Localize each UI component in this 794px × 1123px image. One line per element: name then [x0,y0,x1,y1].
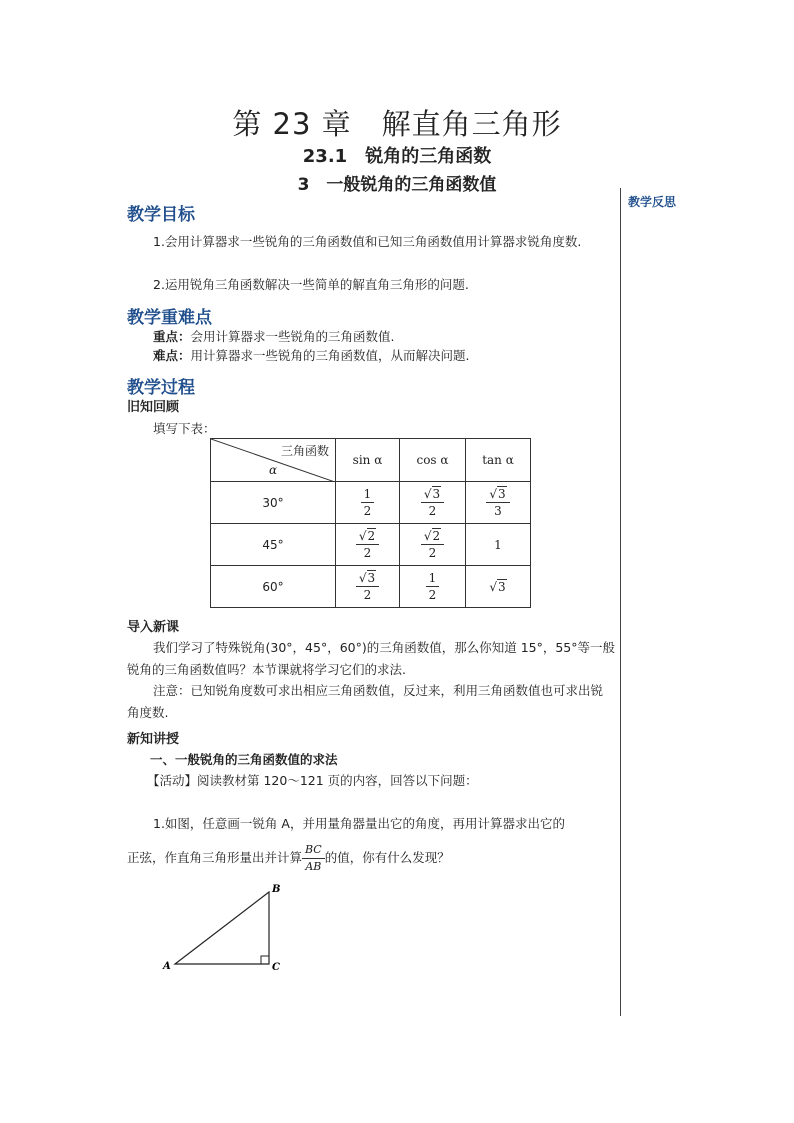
review-heading: 旧知回顾 [127,400,180,415]
angle-cell: 60° [211,566,336,608]
table-corner-cell [211,439,336,482]
lesson-title: 3 一般锐角的三角函数值 [297,175,497,195]
value-cell: $\frac{1}{2}$ [400,566,466,608]
question-1-line-2 [127,842,615,875]
vertex-label-a: A [163,961,171,972]
angle-cell: 30° [211,482,336,524]
angle-cell: 45° [211,524,336,566]
col-header-sin: sin α [336,439,400,482]
corner-bottom-label: α [269,463,278,477]
goals-heading: 教学目标 [127,205,195,225]
bc-ab-fraction: $\frac{BC}{AB}$ [302,842,325,875]
process-heading: 教学过程 [127,378,195,398]
new-heading: 新知讲授 [127,732,180,747]
table-row [211,524,531,566]
reflection-label: 教学反思 [628,195,677,209]
intro-paragraph-1: 我们学习了特殊锐角(30°，45°，60°)的三角函数值，那么你知道 15°，55°等一般锐角的三角函数值吗？本节课就将学习它们的求法. [127,640,616,677]
diff-text: 用计算器求一些锐角的三角函数值，从而解决问题. [190,348,470,363]
intro-heading: 导入新课 [127,620,180,635]
vertex-label-c: C [272,962,280,973]
chapter-title: 第 23 章 解直角三角形 [232,107,562,141]
table-row [211,482,531,524]
value-cell: $\frac{1}{2}$ [336,482,400,524]
goal-item-2: 2.运用锐角三角函数解决一些简单的解直角三角形的问题. [153,277,469,292]
right-triangle-figure [160,880,290,975]
intro-paragraph-2: 注意：已知锐角度数可求出相应三角函数值，反过来，利用三角函数值也可求出锐角度数. [127,683,604,720]
table-row [211,566,531,608]
diff-label: 难点： [153,348,191,363]
activity-text: 【活动】阅读教材第 120～121 页的内容，回答以下问题： [147,773,478,788]
value-cell: √3 [466,566,531,608]
corner-top-label: 三角函数 [280,444,329,458]
section-title: 23.1 锐角的三角函数 [302,146,492,167]
value-cell: 1 [466,524,531,566]
margin-divider [620,188,621,1016]
value-cell: $\frac{√2}{2}$ [336,524,400,566]
goal-item-1: 1.会用计算器求一些锐角的三角函数值和已知三角函数值用计算器求锐角度数. [153,234,582,249]
question-1-line-1: 1.如图，任意画一锐角 A，并用量角器量出它的角度，再用计算器求出它的 [153,816,565,831]
value-cell: $\frac{√3}{2}$ [336,566,400,608]
col-header-tan: tan α [466,439,531,482]
q1-text-b: 正弦，作直角三角形量出并计算 [127,850,303,865]
q1-text-c: 的值，你有什么发现？ [324,850,450,865]
difficult-point [153,345,613,367]
value-cell: $\frac{√3}{2}$ [400,482,466,524]
col-header-cos: cos α [400,439,466,482]
review-intro: 填写下表： [153,421,216,436]
value-cell: $\frac{√3}{3}$ [466,482,531,524]
trig-table [210,438,531,608]
keypoints-heading: 教学重难点 [127,308,212,328]
value-cell: $\frac{√2}{2}$ [400,524,466,566]
vertex-label-b: B [272,884,281,895]
new-subheading: 一、一般锐角的三角函数值的求法 [150,752,338,767]
key-text: 会用计算器求一些锐角的三角函数值. [190,329,395,344]
key-label: 重点： [153,329,191,344]
